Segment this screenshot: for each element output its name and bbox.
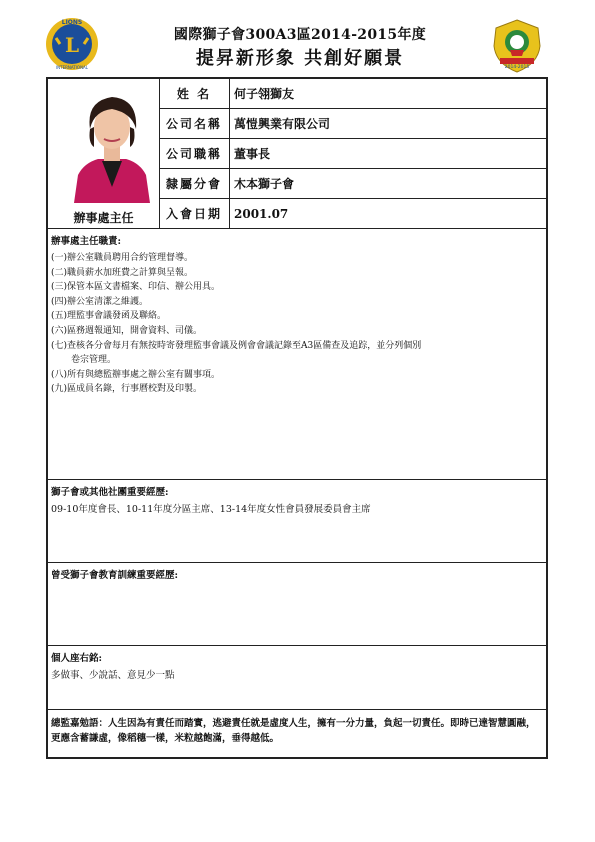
label-job-title: 公司職稱 (159, 139, 230, 168)
lions-international-logo (44, 14, 100, 74)
value-club: 木本獅子會 (234, 177, 295, 191)
header-title: 國際獅子會300A3區2014-2015年度 (173, 27, 427, 43)
experience-title: 獅子會或其他社團重要經歷: (51, 487, 169, 498)
logo-text: LIONS (61, 19, 83, 26)
row-job-title (159, 139, 548, 169)
svg-text:L: L (64, 33, 80, 57)
value-job-title: 董事長 (234, 147, 271, 161)
value-name: 何子翎獅友 (234, 87, 295, 101)
experience-text: 09-10年度會長、10-11年度分區主席、13-14年度女性會員發展委員會主席 (51, 504, 371, 515)
training-title: 曾受獅子會教育訓練重要經歷: (51, 570, 179, 581)
row-company (159, 109, 548, 139)
position-title: 辦事處主任 (73, 211, 134, 225)
governor-message-section (48, 709, 546, 757)
label-name: 姓 名 (159, 79, 230, 108)
value-company: 萬愷興業有限公司 (234, 117, 331, 131)
row-name (159, 79, 548, 109)
duty-item: (九)區成員名錄，行事曆校對及印製。 (51, 384, 203, 395)
motto-text: 多做事、少說話、意見少一點 (51, 670, 175, 681)
value-join-date: 2001.07 (234, 206, 289, 221)
label-company: 公司名稱 (159, 109, 230, 138)
photo-cell (48, 79, 160, 228)
svg-text:INTERNATIONAL: INTERNATIONAL (55, 65, 89, 70)
duty-item: (五)理監事會議發函及聯絡。 (51, 311, 167, 322)
profile-form (46, 77, 548, 759)
duty-item: (四)辦公室清潔之維護。 (51, 296, 149, 307)
member-photo (66, 83, 158, 203)
svg-text:2014-2015: 2014-2015 (504, 65, 530, 70)
duty-item: (八)所有與總監辦事處之辦公室有關事項。 (51, 369, 221, 380)
row-join-date (159, 199, 548, 228)
duty-item-continued: 卷宗管理。 (71, 355, 117, 366)
duties-title: 辦事處主任職責: (51, 236, 122, 247)
motto-title: 個人座右銘: (51, 653, 103, 664)
header-slogan: 提昇新形象 共創好願景 (195, 48, 405, 69)
duties-section (48, 228, 546, 479)
governor-message-text: 總監嘉勉語：人生因為有責任而踏實，逃避責任就是虛度人生，擁有一分力量，負起一切責任。即時已達智慧圓融，更應含蓄謙虛，像稻穗一樣，米粒越飽滿，垂得越低。 (51, 718, 536, 744)
experience-section (48, 479, 546, 562)
duty-item: (二)職員薪水加班費之計算與呈報。 (51, 267, 194, 278)
duty-item: (七)查核各分會每月有無按時寄發理監事會議及例會會議記錄至A3區備查及追踪，並分列個別 (51, 340, 422, 351)
duty-item: (六)區務週報通知，開會資料、司儀。 (51, 325, 203, 336)
label-join-date: 入會日期 (159, 199, 230, 228)
row-club (159, 169, 548, 199)
training-section (48, 562, 546, 645)
duty-item: (一)辦公室職員聘用合約管理督導。 (51, 253, 194, 263)
district-logo (488, 16, 546, 76)
label-club: 隸屬分會 (159, 169, 230, 198)
motto-section (48, 645, 546, 709)
duty-item: (三)保管本區文書檔案、印信、辦公用具。 (51, 282, 221, 293)
